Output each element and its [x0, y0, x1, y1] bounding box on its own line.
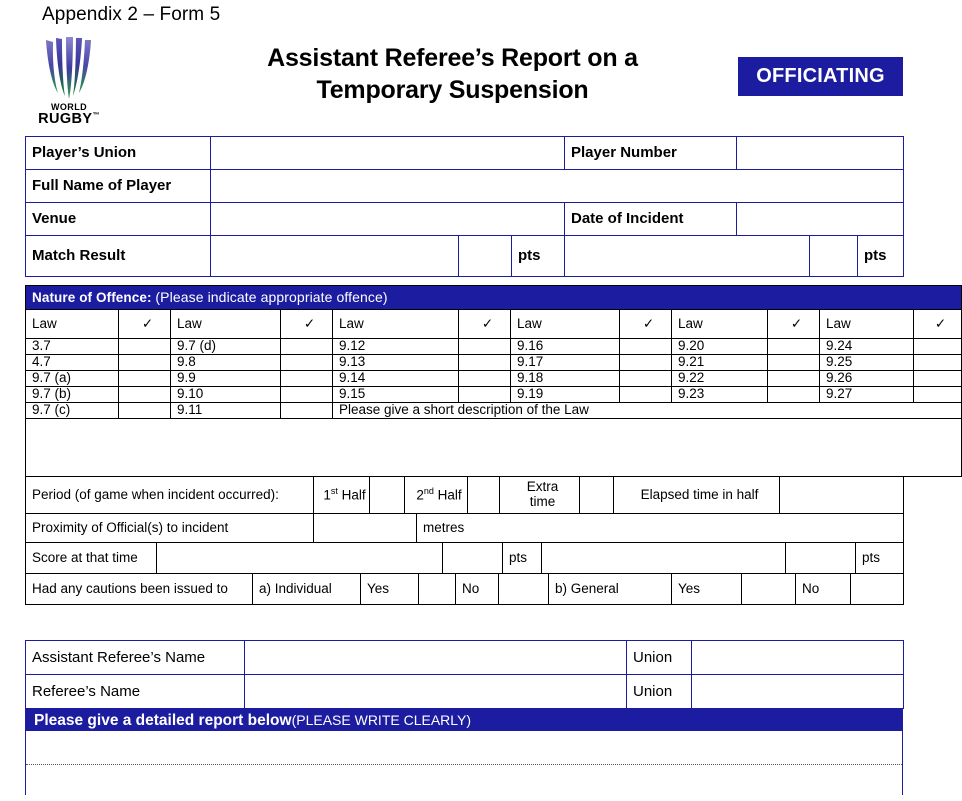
- law-cell: 9.7 (b): [26, 387, 119, 403]
- logo-word-rugby: RUGBY: [38, 111, 93, 128]
- extra-time-label: Extra time: [500, 477, 580, 514]
- law-tick-box[interactable]: [768, 371, 820, 387]
- cautions-individual-no-box[interactable]: [499, 574, 549, 605]
- second-half-label: 2nd Half: [405, 477, 468, 514]
- report-banner-bold: Please give a detailed report below: [34, 712, 292, 729]
- law-tick-box[interactable]: [620, 339, 672, 355]
- score-pts-label-1: pts: [503, 543, 542, 574]
- referee-union-label: Union: [627, 675, 692, 709]
- law-cell: 9.15: [333, 387, 459, 403]
- referee-name-field[interactable]: [245, 675, 627, 709]
- law-description-field[interactable]: [26, 419, 962, 477]
- first-half-label: 1st Half: [314, 477, 370, 514]
- table-row-match-result: [26, 236, 904, 277]
- offence-header-row: [26, 310, 962, 339]
- world-rugby-shield-icon: [32, 33, 106, 103]
- players-union-field[interactable]: [211, 137, 565, 170]
- law-tick-box[interactable]: [459, 387, 511, 403]
- report-rule-line: [26, 764, 902, 765]
- page-title: [180, 42, 725, 106]
- cautions-general-no-label: No: [796, 574, 851, 605]
- score-value1-field[interactable]: [443, 543, 503, 574]
- law-cell: 9.17: [511, 355, 620, 371]
- proximity-unit-label: metres: [417, 514, 904, 543]
- law-cell: 9.23: [672, 387, 768, 403]
- full-name-field[interactable]: [211, 170, 904, 203]
- law-column-header-2: Law: [171, 310, 281, 339]
- law-cell: 9.14: [333, 371, 459, 387]
- tick-column-header-1: ✓: [119, 310, 171, 339]
- law-cell: 9.21: [672, 355, 768, 371]
- law-cell: 9.26: [820, 371, 914, 387]
- law-tick-box[interactable]: [620, 387, 672, 403]
- offence-banner-bold: Nature of Offence:: [32, 289, 156, 305]
- report-banner-caps: (PLEASE WRITE CLEARLY): [291, 712, 472, 728]
- match-result-team2-field[interactable]: [565, 236, 810, 277]
- law-column-header-6: Law: [820, 310, 914, 339]
- law-column-header-4: Law: [511, 310, 620, 339]
- score-at-time-label: Score at that time: [26, 543, 157, 574]
- appendix-label: Appendix 2 – Form 5: [42, 4, 221, 25]
- page-title-line2: Temporary Suspension: [316, 76, 589, 104]
- offence-banner: [26, 286, 962, 310]
- cautions-individual-yes-label: Yes: [361, 574, 419, 605]
- law-tick-box[interactable]: [281, 339, 333, 355]
- players-union-label: Player’s Union: [26, 137, 211, 170]
- report-banner: [25, 709, 903, 731]
- extra-time-tick-box[interactable]: [580, 477, 614, 514]
- player-details-table: [25, 136, 904, 277]
- report-body-field[interactable]: [25, 731, 903, 795]
- score-at-time-table: [25, 542, 904, 574]
- law-tick-box[interactable]: [768, 339, 820, 355]
- table-row-law-2: [26, 355, 962, 371]
- player-number-label: Player Number: [565, 137, 737, 170]
- page-title-line1: Assistant Referee’s Report on a: [267, 44, 638, 72]
- law-cell: 9.7 (c): [26, 403, 119, 419]
- tick-column-header-5: ✓: [768, 310, 820, 339]
- tick-column-header-3: ✓: [459, 310, 511, 339]
- referee-name-label: Referee’s Name: [26, 675, 245, 709]
- table-row-cautions: [26, 574, 904, 605]
- nature-of-offence-section: [25, 285, 962, 605]
- elapsed-time-field[interactable]: [780, 477, 904, 514]
- law-tick-box[interactable]: [914, 387, 962, 403]
- table-row-score-at-time: [26, 543, 904, 574]
- law-tick-box[interactable]: [459, 355, 511, 371]
- second-half-tick-box[interactable]: [468, 477, 500, 514]
- law-tick-box[interactable]: [119, 339, 171, 355]
- law-cell: 9.27: [820, 387, 914, 403]
- logo-word-world: WORLD: [51, 102, 87, 112]
- table-row-venue: [26, 203, 904, 236]
- cautions-individual-label: a) Individual: [253, 574, 361, 605]
- table-row-law-1: [26, 339, 962, 355]
- law-cell: 9.13: [333, 355, 459, 371]
- law-tick-box[interactable]: [119, 403, 171, 419]
- cautions-label: Had any cautions been issued to: [26, 574, 253, 605]
- law-tick-box[interactable]: [459, 371, 511, 387]
- law-tick-box[interactable]: [768, 355, 820, 371]
- match-result-score2-field[interactable]: [810, 236, 858, 277]
- table-row-players-union: [26, 137, 904, 170]
- score-pts-label-2: pts: [856, 543, 904, 574]
- match-result-pts-label-1: pts: [512, 236, 565, 277]
- cautions-individual-yes-box[interactable]: [419, 574, 456, 605]
- cautions-general-yes-label: Yes: [672, 574, 742, 605]
- cautions-individual-no-label: No: [456, 574, 499, 605]
- law-tick-box[interactable]: [281, 403, 333, 419]
- period-table: [25, 476, 904, 514]
- law-tick-box[interactable]: [281, 371, 333, 387]
- tick-column-header-4: ✓: [620, 310, 672, 339]
- match-result-pts-label-2: pts: [858, 236, 904, 277]
- law-column-header-5: Law: [672, 310, 768, 339]
- signatures-section: [25, 640, 904, 795]
- law-cell: 9.24: [820, 339, 914, 355]
- match-result-team1-field[interactable]: [211, 236, 459, 277]
- period-label: Period (of game when incident occurred):: [26, 477, 314, 514]
- law-cell: 9.7 (d): [171, 339, 281, 355]
- law-cell: 9.10: [171, 387, 281, 403]
- law-cell: 9.12: [333, 339, 459, 355]
- venue-field[interactable]: [211, 203, 565, 236]
- table-row-law-4: [26, 387, 962, 403]
- match-result-table: [25, 235, 904, 277]
- cautions-general-no-box[interactable]: [851, 574, 904, 605]
- venue-label: Venue: [26, 203, 211, 236]
- law-tick-box[interactable]: [914, 339, 962, 355]
- law-cell: 9.18: [511, 371, 620, 387]
- law-cell: 9.9: [171, 371, 281, 387]
- law-tick-box[interactable]: [914, 355, 962, 371]
- law-tick-box[interactable]: [768, 387, 820, 403]
- offence-banner-light: (Please indicate appropriate offence): [155, 288, 388, 305]
- law-description-note: Please give a short description of the Law: [333, 403, 962, 419]
- table-row-period: [26, 477, 904, 514]
- world-rugby-wordmark: [32, 103, 106, 127]
- score-value2-field[interactable]: [786, 543, 856, 574]
- table-row-referee: [26, 675, 904, 709]
- offence-banner-row: [26, 286, 962, 310]
- score-team2-field[interactable]: [542, 543, 786, 574]
- tick-column-header-2: ✓: [281, 310, 333, 339]
- proximity-label: Proximity of Official(s) to incident: [26, 514, 314, 543]
- date-of-incident-field[interactable]: [737, 203, 904, 236]
- law-tick-box[interactable]: [620, 371, 672, 387]
- law-cell: 9.25: [820, 355, 914, 371]
- full-name-label: Full Name of Player: [26, 170, 211, 203]
- names-table: [25, 640, 904, 709]
- law-tick-box[interactable]: [281, 387, 333, 403]
- cautions-table: [25, 573, 904, 605]
- tick-column-header-6: ✓: [914, 310, 962, 339]
- law-column-header-3: Law: [333, 310, 459, 339]
- table-row-assistant-referee: [26, 641, 904, 675]
- referee-union-field[interactable]: [692, 675, 904, 709]
- assistant-referee-name-label: Assistant Referee’s Name: [26, 641, 245, 675]
- first-half-tick-box[interactable]: [370, 477, 405, 514]
- law-tick-box[interactable]: [119, 387, 171, 403]
- law-cell: 9.19: [511, 387, 620, 403]
- table-row-law-5: [26, 403, 962, 419]
- cautions-general-yes-box[interactable]: [742, 574, 796, 605]
- law-cell: 9.11: [171, 403, 281, 419]
- law-cell: 3.7: [26, 339, 119, 355]
- assistant-referee-name-field[interactable]: [245, 641, 627, 675]
- law-cell: 9.7 (a): [26, 371, 119, 387]
- table-row-full-name: [26, 170, 904, 203]
- law-cell: 4.7: [26, 355, 119, 371]
- law-cell: 9.16: [511, 339, 620, 355]
- table-row-law-3: [26, 371, 962, 387]
- player-number-field[interactable]: [737, 137, 904, 170]
- law-tick-box[interactable]: [459, 339, 511, 355]
- score-team1-field[interactable]: [157, 543, 443, 574]
- logo-trademark: ™: [92, 112, 100, 120]
- proximity-table: [25, 513, 904, 543]
- offence-table: [25, 285, 962, 477]
- law-cell: 9.22: [672, 371, 768, 387]
- match-result-label: Match Result: [26, 236, 211, 277]
- officiating-badge: OFFICIATING: [738, 57, 903, 96]
- law-tick-box[interactable]: [119, 355, 171, 371]
- match-result-score1-field[interactable]: [459, 236, 512, 277]
- table-row-proximity: [26, 514, 904, 543]
- law-tick-box[interactable]: [119, 371, 171, 387]
- law-tick-box[interactable]: [914, 371, 962, 387]
- cautions-general-label: b) General: [549, 574, 672, 605]
- assistant-referee-union-field[interactable]: [692, 641, 904, 675]
- table-row-law-description: [26, 419, 962, 477]
- law-column-header-1: Law: [26, 310, 119, 339]
- law-cell: 9.20: [672, 339, 768, 355]
- date-of-incident-label: Date of Incident: [565, 203, 737, 236]
- world-rugby-logo: [32, 33, 106, 128]
- elapsed-time-label: Elapsed time in half: [614, 477, 780, 514]
- law-cell: 9.8: [171, 355, 281, 371]
- proximity-field[interactable]: [314, 514, 417, 543]
- assistant-referee-union-label: Union: [627, 641, 692, 675]
- law-tick-box[interactable]: [281, 355, 333, 371]
- law-tick-box[interactable]: [620, 355, 672, 371]
